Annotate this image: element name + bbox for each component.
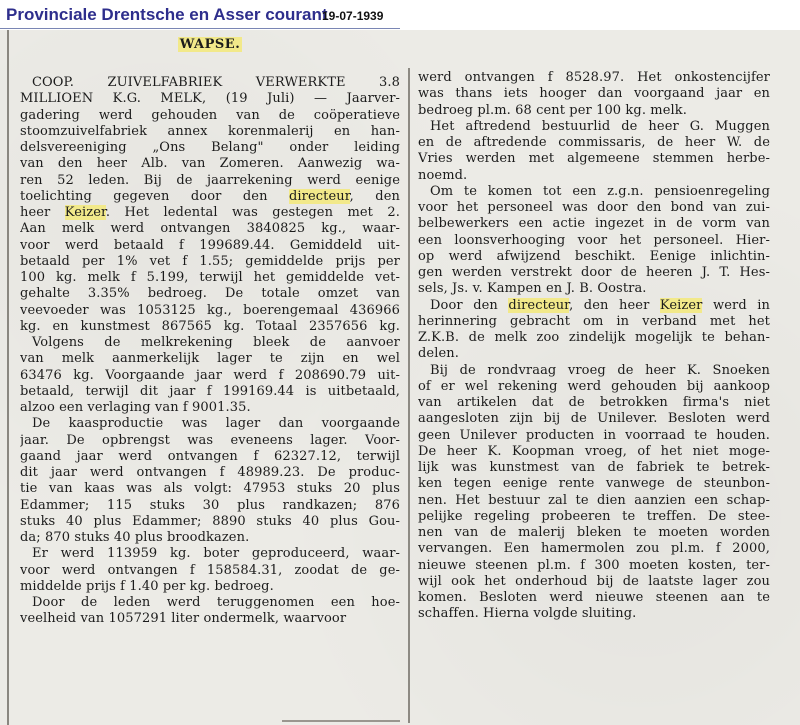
line-text: herinnering gebracht om in verband met het	[418, 313, 770, 329]
article-line	[20, 433, 400, 449]
article-line	[20, 221, 400, 237]
article-line	[418, 86, 770, 102]
line-text: betaald, terwijl dit jaar f 199169.44 is uitbetaald,	[20, 383, 400, 399]
article-line	[418, 428, 770, 444]
article-line	[20, 286, 400, 302]
line-text: aangesloten zijn bij de Unilever. Besloten werd	[418, 411, 770, 427]
line-text: op werd afwijzend beschikt. Eenige inlichtin-	[418, 248, 770, 264]
article-line	[418, 281, 770, 297]
article-line	[418, 135, 770, 151]
article-line	[418, 379, 770, 395]
line-text: van artikelen dat de betrokken firma's niet	[418, 395, 770, 410]
article-line	[20, 611, 400, 627]
article-line	[20, 189, 400, 205]
line-text: kg. en kunstmest 867565 kg. Totaal 2357656 kg.	[20, 318, 400, 334]
line-text: Z.K.B. de melk zoo zindelijk mogelijk te behan-	[418, 330, 770, 345]
article-line	[418, 574, 770, 590]
article-line	[20, 91, 400, 107]
line-text: betaald per 1% vet f 1.55; gemiddelde prijs per	[20, 253, 400, 269]
line-text: geen Unilever producten in voorraad te houden.	[418, 427, 770, 443]
newspaper-title: Provinciale Drentsche en Asser courant	[6, 5, 328, 24]
line-text: nen. Het bestuur zal te dien aanzien een schap-	[418, 492, 770, 508]
article-line	[418, 509, 770, 525]
line-text: gehalte 3.35% bedroeg. De totale omzet van	[20, 286, 400, 302]
line-text: Door de leden werd teruggenomen een hoe-	[32, 595, 400, 610]
line-text: Edammer; 115 stuks 30 plus randkazen; 876	[20, 497, 400, 513]
article-line	[20, 156, 400, 172]
line-text: pelijke regeling probeeren te treffen. De stee-	[418, 508, 770, 524]
line-text: belbewerkers een actie ingezet in de vorm van	[418, 216, 770, 232]
line-text: of er wel rekening werd gehouden bij aankoop	[418, 378, 770, 394]
line-text: van melk aanmerkelijk lager te zijn en wel	[20, 351, 400, 367]
line-text: da; 870 stuks 40 plus broodkazen.	[20, 530, 250, 545]
article-line	[20, 319, 400, 335]
article-line	[20, 254, 400, 270]
line-text: ken tegen eenige rente vanwege de steunbon-	[418, 476, 770, 492]
article-line	[418, 460, 770, 476]
article-line	[418, 395, 770, 411]
article-line	[418, 346, 770, 362]
line-text: Door den	[430, 297, 509, 313]
article-line	[20, 416, 400, 432]
line-text: vervangen. Een hamermolen zou pl.m. f 2000,	[418, 541, 770, 557]
article-line	[20, 449, 400, 465]
article-line	[418, 70, 770, 86]
line-text: Volgens de melkrekening bleek de aanvoer	[32, 335, 400, 350]
line-text: Vries werden met algemeene stemmen herbe-	[418, 151, 770, 167]
line-text: dit jaar werd ontvangen f 48989.23. De produc-	[20, 465, 400, 480]
article-line	[418, 168, 770, 184]
line-text: delsvereeniging „Ons Belang" onder leiding	[20, 140, 400, 155]
line-text: middelde prijs f 1.40 per kg. bedroeg.	[20, 578, 274, 594]
highlighted-term: Keizer	[659, 297, 703, 313]
article-column-right	[418, 70, 770, 623]
article-column-left	[20, 35, 400, 628]
article-line	[418, 298, 770, 314]
article-line	[20, 238, 400, 254]
article-line	[418, 200, 770, 216]
line-text: noemd.	[418, 167, 468, 183]
article-line	[20, 498, 400, 514]
line-text: schaffen. Hierna volgde sluiting.	[418, 606, 637, 622]
line-text: , den heer	[569, 297, 660, 313]
article-line	[20, 546, 400, 562]
line-text: heer	[20, 205, 65, 220]
article-line	[20, 303, 400, 319]
article-line	[20, 384, 400, 400]
article-line	[418, 151, 770, 167]
line-text: voor werd ontvangen f 158584.31, zoodat de ge-	[20, 562, 400, 578]
article-line	[418, 249, 770, 265]
header-divider	[0, 28, 400, 29]
line-text: Om te komen tot een z.g.n. pensioenregeling	[430, 183, 770, 199]
line-text: 63476 kg. Voorgaande jaar werd f 208690.79 uit-	[20, 367, 400, 383]
line-text: voor het personeel was door den bond van zui-	[418, 200, 770, 215]
line-text: gaand jaar werd ontvangen f 62327.12, terwijl	[20, 448, 400, 464]
article-line	[20, 75, 400, 91]
publication-date: 19-07-1939	[322, 9, 384, 23]
line-text: gen werden verstrekt door de heeren J. T. Hes-	[418, 265, 770, 280]
article-line	[20, 335, 400, 351]
left-column-text	[20, 75, 400, 628]
article-line	[418, 314, 770, 330]
line-text: lijk was kunstmest van de fabriek te betrek-	[418, 460, 770, 475]
article-line	[20, 140, 400, 156]
line-text: delen.	[418, 346, 459, 362]
line-text: van den heer Alb. van Zomeren. Aanwezig wa-	[20, 156, 400, 172]
article-line	[418, 119, 770, 135]
article-line	[418, 233, 770, 249]
headline-text: WAPSE.	[179, 37, 241, 52]
article-line	[418, 103, 770, 119]
line-text: Bij de rondvraag vroeg de heer K. Snoeken	[430, 362, 770, 378]
article-line	[418, 541, 770, 557]
bottom-divider	[282, 720, 400, 722]
article-line	[20, 530, 400, 546]
article-line	[418, 558, 770, 574]
article-line	[418, 476, 770, 492]
highlighted-term: directeur	[289, 188, 350, 204]
article-line	[20, 514, 400, 530]
article-line	[20, 368, 400, 384]
article-line	[418, 265, 770, 281]
line-text: wijl ook het onderhoud bij de laatste lager zou	[418, 573, 770, 589]
clipping-left-border	[7, 30, 9, 725]
column-divider	[408, 68, 410, 723]
article-line	[418, 493, 770, 509]
line-text: stoomzuivelfabriek annex korenmalerij en han-	[20, 123, 400, 139]
article-line	[20, 124, 400, 140]
newspaper-clipping	[0, 30, 800, 725]
article-line	[418, 444, 770, 460]
article-line	[418, 330, 770, 346]
line-text: De heer K. Koopman vroeg, of het niet moge-	[418, 443, 770, 459]
article-line	[20, 270, 400, 286]
article-line	[418, 411, 770, 427]
line-text: nieuwe steenen pl.m. f 300 moeten kosten, ter-	[418, 557, 770, 573]
article-line	[418, 606, 770, 622]
line-text: COÖP. ZUIVELFABRIEK VERWERKTE 3.8	[32, 75, 400, 90]
article-headline	[20, 35, 400, 55]
right-column-text	[418, 70, 770, 623]
article-line	[20, 108, 400, 124]
article-line	[20, 400, 400, 416]
line-text: Aan melk werd ontvangen 3840825 kg., waar-	[20, 221, 400, 237]
line-text: veelheid van 1057291 liter ondermelk, waarvoor	[20, 611, 347, 627]
article-line	[418, 590, 770, 606]
line-text: werd in	[702, 297, 770, 313]
line-text: gadering werd gehouden van de coöperatieve	[20, 107, 400, 123]
article-line	[418, 216, 770, 232]
article-line	[418, 363, 770, 379]
line-text: Er werd 113959 kg. boter geproduceerd, waar-	[32, 546, 400, 562]
line-text: ren 52 leden. Bij de jaarrekening werd eenige	[20, 172, 400, 188]
line-text: stuks 40 plus Edammer; 8890 stuks 40 plus Gou-	[20, 513, 400, 529]
line-text: 100 kg. melk f 5.199, terwijl het gemiddelde vet-	[20, 270, 400, 285]
line-text: , den	[349, 188, 400, 204]
highlighted-term: Keizer	[64, 205, 106, 220]
article-line	[20, 595, 400, 611]
line-text: . Het ledental was gestegen met 2.	[105, 205, 400, 220]
line-text: voor werd betaald f 199689.44. Gemiddeld uit-	[20, 237, 400, 253]
line-text: alzoo een verlaging van f 9001.35.	[20, 400, 251, 415]
line-text: tie van kaas was als volgt: 47953 stuks 20 plus	[20, 481, 400, 497]
line-text: werd ontvangen f 8528.97. Het onkostencijfer	[418, 70, 770, 85]
article-line	[20, 351, 400, 367]
line-text: en de aftredende commissaris, de heer W. de	[418, 135, 770, 150]
line-text: een loonsverhooging voor het personeel. Hier-	[418, 232, 770, 248]
highlighted-term: directeur	[508, 297, 570, 313]
line-text: De kaasproductie was lager dan voorgaande	[32, 416, 400, 432]
line-text: MILLIOEN K.G. MELK, (19 Juli) — Jaarver-	[20, 91, 400, 107]
line-text: was thans iets hooger dan voorgaand jaar en	[418, 86, 770, 102]
line-text: bedroeg pl.m. 68 cent per 100 kg. melk.	[418, 102, 687, 118]
line-text: nen van de malerij bleken te moeten worden	[418, 525, 770, 540]
line-text: veevoeder was 1053125 kg., boerengemaal 436966	[20, 302, 400, 318]
clipping-header	[0, 0, 800, 30]
article-line	[418, 184, 770, 200]
article-line	[20, 173, 400, 189]
article-line	[20, 579, 400, 595]
article-line	[418, 525, 770, 541]
line-text: Het aftredend bestuurlid de heer G. Muggen	[430, 118, 770, 134]
article-line	[20, 465, 400, 481]
article-line	[20, 481, 400, 497]
article-line	[20, 205, 400, 221]
line-text: sels, Js. v. Kampen en J. B. Oostra.	[418, 281, 647, 297]
line-text: jaar. De opbrengst was eveneens lager. Voor-	[20, 432, 400, 448]
article-line	[20, 563, 400, 579]
line-text: komen. Besloten werd nieuwe steenen aan te	[418, 590, 770, 605]
line-text: toelichting gegeven door den	[20, 188, 289, 204]
